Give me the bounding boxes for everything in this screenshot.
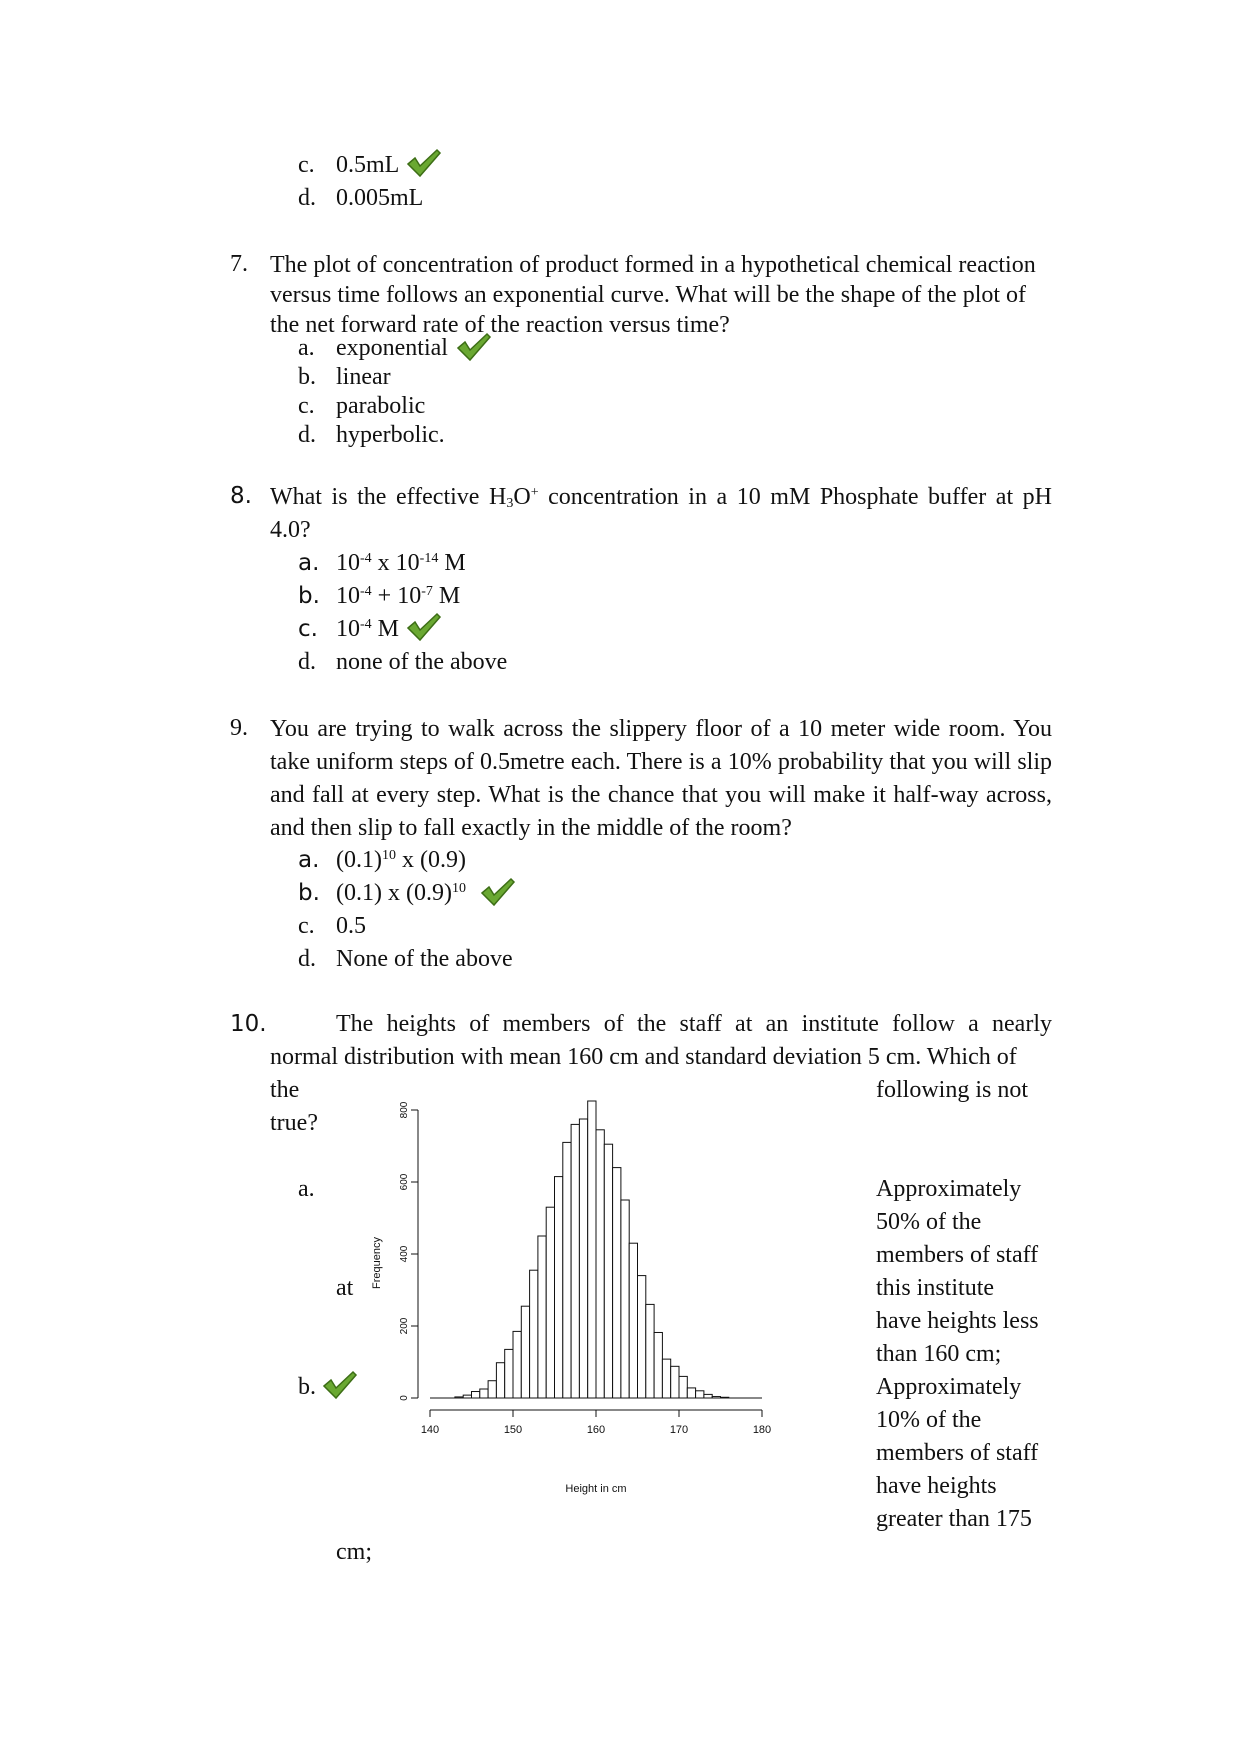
question-text: The plot of concentration of product formed in a hypothetical chemical reaction versus time follows an exponential curve. What will be the shape of the plot of the net forward rate of the reaction versus time?: [270, 252, 1036, 338]
question-text-line-1: The heights of members of the staff at an institute follow a nearly: [336, 1011, 1052, 1037]
x-tick-label: 140: [420, 1424, 440, 1436]
histogram-bar: [496, 1363, 504, 1398]
question-number: 7.: [230, 251, 248, 277]
option-text-line: 50% of the: [876, 1209, 982, 1235]
histogram-bar: [687, 1388, 695, 1398]
option-text: None of the above: [336, 946, 513, 972]
histogram-bar: [513, 1331, 521, 1398]
option-text-line: members of staff: [876, 1242, 1039, 1268]
y-tick-label: 0: [399, 1395, 410, 1401]
histogram-bar: [538, 1236, 546, 1398]
histogram-bar: [596, 1130, 604, 1398]
histogram-bar: [571, 1124, 579, 1398]
option-text: parabolic: [336, 393, 426, 419]
y-tick-label: 800: [399, 1101, 410, 1119]
option-letter: d.: [298, 185, 316, 211]
checkmark-icon: [406, 612, 442, 642]
histogram-bar: [704, 1394, 712, 1398]
y-tick-label: 200: [399, 1317, 410, 1335]
option-letter: a.: [298, 847, 320, 873]
option-letter: d.: [298, 422, 316, 448]
option-text-line: have heights less: [876, 1308, 1039, 1334]
y-axis-label: Frequency: [371, 1237, 383, 1289]
histogram-bar: [613, 1168, 621, 1398]
checkmark-icon: [456, 332, 492, 362]
question-number: 8.: [230, 483, 252, 509]
option-text: exponential: [336, 335, 448, 361]
height-histogram: [370, 1085, 830, 1505]
option-letter: a.: [298, 550, 320, 576]
y-tick-label: 600: [399, 1173, 410, 1191]
question-text: You are trying to walk across the slippery floor of a 10 meter wide room. You take uniform steps of 0.5metre each. There is a 10% probability that you will slip and fall at every step. What is the chance that you will make it half-way across, and then slip to fall exactly in the middle of the room?: [270, 716, 1052, 841]
histogram-bar: [696, 1391, 704, 1398]
option-letter: c.: [298, 152, 315, 178]
option-letter: b.: [298, 583, 320, 609]
histogram-bar: [679, 1376, 687, 1398]
histogram-bar: [638, 1276, 646, 1398]
question-text-word: true?: [270, 1110, 318, 1136]
histogram-bar: [646, 1304, 654, 1398]
checkmark-icon: [406, 148, 442, 178]
option-text: $(0.1)^{10}$ x (0.9): [336, 847, 466, 873]
question-number: 10.: [230, 1011, 267, 1037]
x-tick-label: 180: [752, 1424, 772, 1436]
option-text: $10^{-4} + 10^{-7}$ M: [336, 583, 461, 609]
checkmark-icon: [480, 877, 516, 907]
question-text: What is the effective $H_3O^+$ concentration in a 10 mM Phosphate buffer at pH 4.0?: [270, 484, 1052, 543]
option-text: hyperbolic.: [336, 422, 445, 448]
option-text-line: members of staff: [876, 1440, 1039, 1466]
option-text-line: Approximately: [876, 1374, 1022, 1400]
x-tick-label: 160: [586, 1424, 606, 1436]
x-tick-label: 170: [669, 1424, 689, 1436]
option-text-fragment: at: [336, 1275, 354, 1301]
histogram-bar: [530, 1270, 538, 1398]
option-text-line: Approximately: [876, 1176, 1022, 1202]
histogram-bar: [488, 1381, 496, 1398]
option-text: 0.005mL: [336, 185, 424, 211]
question-text-line-2: normal distribution with mean 160 cm and standard deviation 5 cm. Which of: [270, 1044, 1017, 1070]
option-letter: c.: [298, 393, 315, 419]
option-text: 0.5: [336, 913, 366, 939]
option-letter: c.: [298, 616, 318, 642]
histogram-bar: [505, 1349, 513, 1398]
option-text-line: 10% of the: [876, 1407, 982, 1433]
option-letter: d.: [298, 946, 316, 972]
checkmark-icon: [322, 1370, 358, 1400]
option-text-line: have heights: [876, 1473, 997, 1499]
histogram-bar: [604, 1144, 612, 1398]
x-axis-label: Height in cm: [565, 1483, 627, 1495]
histogram-bar: [588, 1101, 596, 1398]
histogram-bar: [621, 1200, 629, 1398]
option-letter: c.: [298, 913, 315, 939]
option-letter: a.: [298, 1176, 315, 1202]
option-letter: b.: [298, 1374, 316, 1400]
x-tick-label: 150: [503, 1424, 523, 1436]
option-text: none of the above: [336, 649, 508, 675]
histogram-bar: [662, 1359, 670, 1398]
histogram-bar: [579, 1119, 587, 1398]
histogram-bar: [555, 1177, 563, 1398]
question-text-word: following is not: [876, 1077, 1029, 1103]
option-text-line: this institute: [876, 1275, 995, 1301]
option-text: $10^{-4}$ x $10^{-14}$ M: [336, 550, 466, 576]
option-text: 0.5mL: [336, 152, 400, 178]
question-number: 9.: [230, 715, 248, 741]
option-text-fragment: cm;: [336, 1539, 372, 1565]
option-letter: b.: [298, 364, 316, 390]
histogram-bar: [671, 1366, 679, 1398]
question-text-word: the: [270, 1077, 300, 1103]
option-text: linear: [336, 364, 391, 390]
histogram-bar: [563, 1142, 571, 1398]
option-letter: d.: [298, 649, 316, 675]
option-letter: a.: [298, 335, 315, 361]
histogram-bar: [480, 1389, 488, 1398]
histogram-bar: [472, 1392, 480, 1398]
histogram-bar: [629, 1243, 637, 1398]
histogram-bar: [521, 1306, 529, 1398]
option-text: $10^{-4}$ M: [336, 616, 400, 642]
option-text: (0.1) x $(0.9)^{10}$: [336, 880, 466, 906]
y-tick-label: 400: [399, 1245, 410, 1263]
option-letter: b.: [298, 880, 320, 906]
histogram-bar: [546, 1207, 554, 1398]
histogram-bar: [654, 1332, 662, 1398]
option-text-line: greater than 175: [876, 1506, 1032, 1532]
option-text-line: than 160 cm;: [876, 1341, 1002, 1367]
